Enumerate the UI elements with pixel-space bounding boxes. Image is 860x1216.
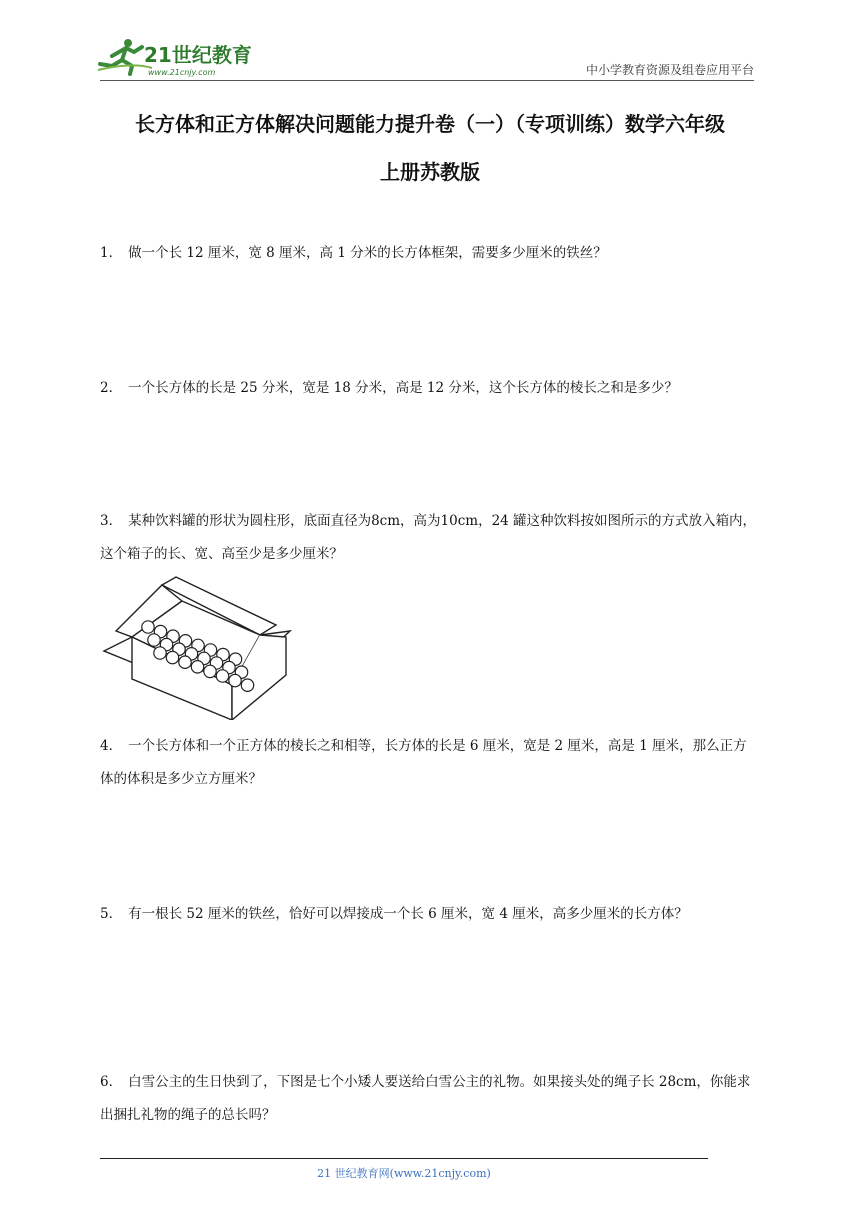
can-top [204,665,216,677]
question-text: 做一个长 12 厘米，宽 8 厘米，高 1 分米的长方体框架，需要多少厘米的铁丝？ [128,245,607,261]
can-top [229,674,241,686]
can-top [241,679,253,691]
title-line-2: 上册苏教版 [380,160,480,184]
can-top [154,647,166,659]
footer-link[interactable]: 21 世纪教育网(www.21cnjy.com) [317,1167,491,1180]
question-number: 4． [100,738,123,754]
can-top [216,670,228,682]
question-number: 5． [100,906,123,922]
title-line-1: 长方体和正方体解决问题能力提升卷（一）（专项训练）数学六年级 [135,112,725,136]
question-6 [100,1066,760,1132]
box-of-cans-figure [102,575,292,720]
header-divider [100,80,754,81]
can-top [148,634,160,646]
question-text: 白雪公主的生日快到了，下图是七个小矮人要送给白雪公主的礼物。如果接头处的绳子长 28cm，你能求出捆扎礼物的绳子的总长吗？ [100,1074,751,1123]
question-4 [100,730,760,796]
footer-divider [100,1158,708,1159]
question-text: 某种饮料罐的形状为圆柱形，底面直径为8cm，高为10cm，24 罐这种饮料按如图所示的方式放入箱内，这个箱子的长、宽、高至少是多少厘米？ [100,513,757,562]
question-2 [100,372,760,405]
question-text: 一个长方体的长是 25 分米，宽是 18 分米，高是 12 分米，这个长方体的棱长之和是多少？ [128,380,678,396]
question-5 [100,898,760,931]
question-number: 2． [100,380,123,396]
question-text: 一个长方体和一个正方体的棱长之和相等，长方体的长是 6 厘米，宽是 2 厘米，高是 1 厘米，那么正方体的体积是多少立方厘米？ [100,738,747,787]
question-1 [100,237,760,270]
question-number: 6． [100,1074,123,1090]
svg-text:21世纪教育: 21世纪教育 [144,43,252,67]
page-title [60,100,800,196]
question-text: 有一根长 52 厘米的铁丝，恰好可以焊接成一个长 6 厘米，宽 4 厘米，高多少厘米的长方体？ [128,906,688,922]
question-number: 1． [100,245,123,261]
site-name: 中小学教育资源及组卷应用平台 [585,63,754,77]
question-3 [100,505,760,571]
can-top [142,621,154,633]
site-logo [92,34,262,80]
can-top [179,656,191,668]
can-top [166,651,178,663]
svg-text:www.21cnjy.com: www.21cnjy.com [148,68,216,77]
can-top [191,661,203,673]
question-number: 3． [100,513,123,529]
